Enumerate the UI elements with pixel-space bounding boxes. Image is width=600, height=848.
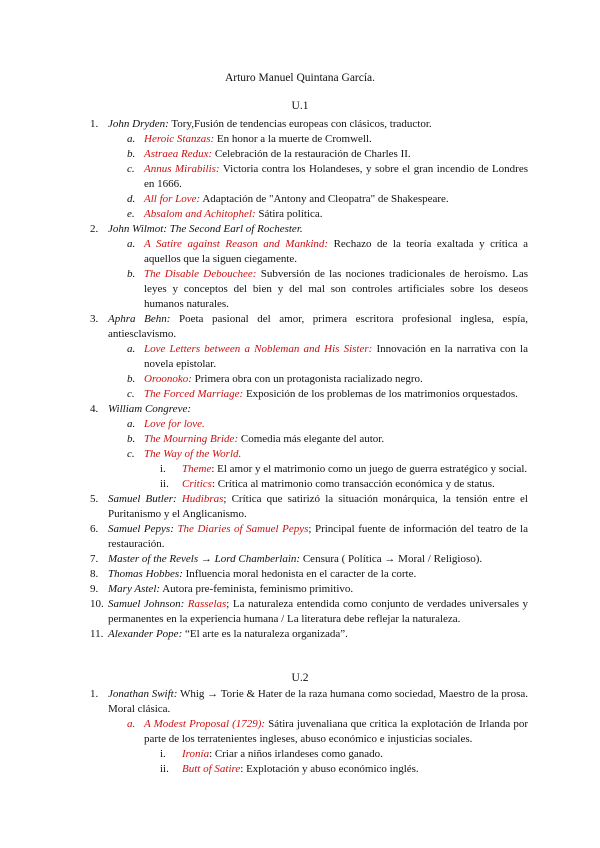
sub-sub-item [0,762,600,777]
separator: : [165,118,169,130]
author-label: Samuel Pepys [108,523,171,535]
work-title: Absalom and Achitophel: [144,208,256,220]
topic-label: Butt of Satire [182,763,241,775]
item-number: 2. [90,223,99,235]
separator: : [163,223,167,235]
work-title: Hudibras [181,493,224,505]
sub-letter: b. [127,433,136,445]
list-item [0,402,600,417]
item-number: 11. [90,628,104,640]
work-desc: Primera obra con un protagonista racializado negro. [191,373,423,385]
work-desc: Rechazo de la teoría exaltada y crítica a aquellos que la siguen ciegamente. [144,238,528,265]
sub-sub-item [0,747,600,762]
item-text: Poeta pasional del amor, primera escritora profesional inglesa, espía, antiesclavismo. [108,313,528,340]
sub-letter: a. [127,718,136,730]
roman-numeral: i. [160,463,166,475]
author-label: Samuel Johnson [108,598,181,610]
topic-desc: : Criar a niños irlandeses como ganado. [209,748,383,760]
work-title: The Forced Marriage: [144,388,244,400]
sub-sub-item [0,477,600,492]
list-item [0,687,600,717]
work-title: Heroic Stanzas: [144,133,215,145]
sub-letter: e. [127,208,135,220]
work-title: A Modest Proposal (1729): [144,718,266,730]
separator: : [180,598,185,610]
topic-desc: : El amor y el matrimonio como un juego de guerra estratégico y social. [211,463,528,475]
work-desc: Exposición de los problemas de los matrimonios orquestados. [243,388,518,400]
separator: : [178,628,183,640]
item-text: ; La naturaleza entendida como conjunto de verdades universales y permanentes en la experiencia humana / La literatura debe reflejar la naturaleza. [108,598,529,625]
work-desc: Sátira juvenaliana que critica la explotación de Irlanda por parte de los terratenientes ingleses, abuso económico e injusticias sociales. [144,718,528,745]
unit-1-title: U.1 [291,100,309,112]
work-title: The Way of the World. [144,448,242,460]
author-label: Jonathan Swift [108,688,174,700]
separator: : [296,553,301,565]
sub-item [0,267,600,312]
author-label: Thomas Hobbes [108,568,180,580]
author-label: William Congreve [108,403,188,415]
work-title: Rasselas [187,598,227,610]
list-item [0,552,600,567]
separator: : [170,523,174,535]
sub-letter: a. [127,343,136,355]
sub-letter: b. [127,373,136,385]
work-title: Astraea Redux: [144,148,213,160]
sub-letter: b. [127,268,136,280]
work-title: The Diaries of Samuel Pepys [177,523,309,535]
item-text: The Second Earl of Rochester. [166,223,303,235]
sub-letter: c. [127,448,135,460]
separator: : [173,493,177,505]
sub-item [0,387,600,402]
unit-1-list [0,117,600,642]
work-desc: Innovación en la narrativa con la novela epistolar. [144,343,528,370]
roman-numeral: ii. [160,478,169,490]
item-text: Tory,Fusión de tendencias europeas con clásicos, traductor. [168,118,432,130]
unit-2-title: U.2 [291,672,309,684]
sub-letter: b. [127,148,136,160]
item-number: 5. [90,493,99,505]
author-label: Aphra Behn [108,313,167,325]
work-desc: Celebración de la restauración de Charles II. [212,148,411,160]
sub-sub-item [0,462,600,477]
work-title: A Satire against Reason and Mankind: [144,238,329,250]
separator: : [156,583,161,595]
item-text: Censura ( Política → Moral / Religioso). [300,553,483,565]
item-number: 1. [90,118,99,130]
author-label: John Wilmot [108,223,164,235]
item-number: 4. [90,403,99,415]
item-number: 7. [90,553,99,565]
sub-item [0,162,600,192]
list-item [0,492,600,522]
work-desc: Sátira política. [255,208,323,220]
item-number: 6. [90,523,99,535]
sub-letter: c. [127,163,135,175]
sub-item [0,417,600,432]
item-text: ; Crítica que satirizó la situación monárquica, la tensión entre el Puritanismo y el Anglicanismo. [108,493,528,520]
work-title: The Disable Debouchee: [144,268,257,280]
sub-item [0,147,600,162]
author-label: Mary Astel [108,583,157,595]
sub-item [0,192,600,207]
work-title: Love Letters between a Nobleman and His Sister: [144,343,373,355]
topic-desc: : Crítica al matrimonio como transacción económica y de status. [211,478,495,490]
sub-letter: d. [127,193,136,205]
list-item [0,627,600,642]
sub-letter: a. [127,133,136,145]
work-desc: Victoria contra los Holandeses, y sobre el gran incendio de Londres en 1666. [144,163,528,190]
separator: : [166,313,171,325]
sub-item [0,372,600,387]
author-label: Alexander Pope [108,628,179,640]
item-number: 9. [90,583,99,595]
list-item [0,312,600,342]
item-text: “El arte es la naturaleza organizada”. [182,628,348,640]
list-item [0,597,600,627]
separator: : [187,403,192,415]
author-label: John Dryden [108,118,166,130]
list-item [0,582,600,597]
work-title: Annus Mirabilis: [144,163,220,175]
author-label: Master of the Revels → Lord Chamberlain [108,553,297,565]
sub-letter: c. [127,388,135,400]
item-number: 8. [90,568,99,580]
work-title: Love for love. [144,418,205,430]
work-title: All for Love: [144,193,201,205]
sub-item [0,432,600,447]
item-text: Whig → Torie & Hater de la raza humana como sociedad, Maestro de la prosa. Moral clásica. [108,688,528,715]
item-text: Autora pre-feminista, feminismo primitivo. [160,583,354,595]
topic-label: Critics [182,478,212,490]
item-number: 1. [90,688,99,700]
list-item [0,567,600,582]
sub-item [0,207,600,222]
item-number: 3. [90,313,99,325]
topic-desc: : Explotación y abuso económico inglés. [240,763,419,775]
work-title: Oroonoko: [144,373,192,385]
item-text: ; Principal fuente de información del teatro de la restauración. [108,523,528,550]
unit-2-list [0,687,600,777]
item-text: Influencia moral hedonista en el caracter de la corte. [182,568,417,580]
item-number: 10. [90,598,104,610]
sub-letter: a. [127,238,136,250]
sub-item [0,447,600,462]
author-name: Arturo Manuel Quintana García. [224,72,376,84]
topic-label: Ironía [182,748,210,760]
list-item [0,522,600,552]
sub-item [0,132,600,147]
sub-item [0,237,600,267]
topic-label: Theme [182,463,212,475]
work-title: The Mourning Bride: [144,433,239,445]
roman-numeral: i. [160,748,166,760]
work-desc: Adaptación de "Antony and Cleopatra" de Shakespeare. [200,193,449,205]
author-label: Samuel Butler [108,493,174,505]
roman-numeral: ii. [160,763,169,775]
list-item [0,222,600,237]
sub-letter: a. [127,418,136,430]
work-desc: Subversión de las nociones tradicionales de heroísmo. Las leyes y conceptos del bien y del mal son controles artificiales sobre los deseos humanos naturales. [144,268,529,310]
separator: : [179,568,183,580]
list-item [0,117,600,132]
work-desc: En honor a la muerte de Cromwell. [214,133,372,145]
sub-item [0,342,600,372]
work-desc: Comedia más elegante del autor. [238,433,385,445]
sub-item [0,717,600,747]
separator: : [173,688,178,700]
